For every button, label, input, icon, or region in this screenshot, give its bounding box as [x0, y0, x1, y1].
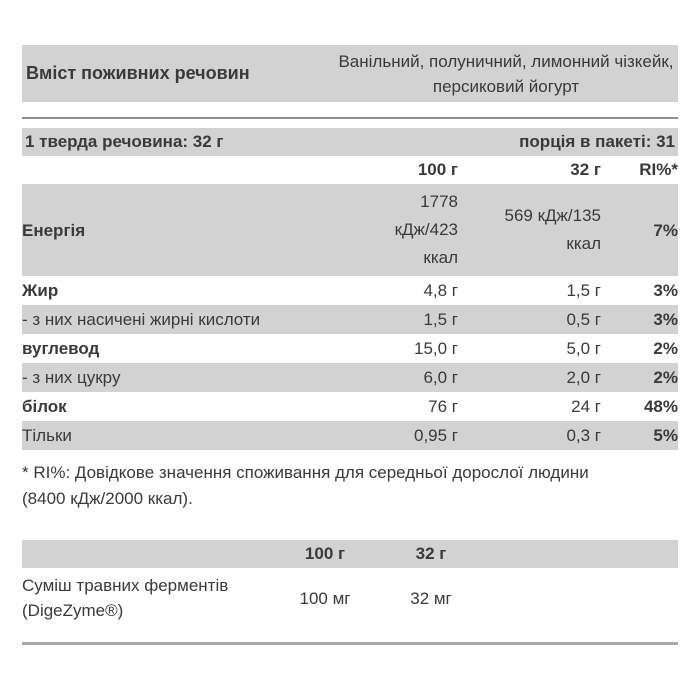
flavors-list: Ванільний, полуничний, лимонний чізкейк, персиковий йогурт [338, 51, 674, 96]
section-title: Вміст поживних речовин [26, 63, 250, 83]
servings-per-pack-label: порція в пакеті: 31 [519, 132, 675, 151]
value-ri: 2% [653, 368, 678, 387]
enzymes-table [22, 540, 678, 628]
serving-band [22, 128, 678, 156]
nutrient-label: Тільки [22, 426, 72, 445]
col-header-32g: 32 г [570, 160, 601, 179]
value-32g: 24 г [571, 397, 601, 416]
table-row-saturated-fat [22, 305, 678, 334]
column-header-row [22, 156, 678, 184]
table-row-fat [22, 276, 678, 305]
col-header-100g: 100 г [417, 160, 458, 179]
value-100g: 4,8 г [423, 281, 458, 300]
enz-col-header-32g: 32 г [415, 544, 447, 563]
value-ri: 3% [653, 310, 678, 329]
value-ri: 5% [653, 426, 678, 445]
nutrient-label: Енергія [22, 220, 86, 240]
value-ri: 2% [653, 339, 678, 358]
value-100g: 0,95 г [413, 426, 458, 445]
value-100g: 6,0 г [423, 368, 458, 387]
table-row-carbohydrate [22, 334, 678, 363]
value-100g: 15,0 г [413, 339, 458, 358]
value-ri: 7% [653, 220, 678, 240]
divider-line-bottom [22, 642, 678, 645]
value-32g: 1,5 г [566, 281, 601, 300]
divider-line-top [22, 117, 678, 119]
value-32g: 569 кДж/135 ккал [504, 206, 601, 253]
header-band [22, 45, 678, 102]
ri-footnote: * RI%: Довідкове значення споживання для середньої дорослої людини (8400 кДж/2000 ккал). [22, 463, 589, 508]
enzyme-value-32g: 32 мг [410, 588, 452, 608]
nutrition-table [22, 156, 678, 450]
value-100g: 1778 кДж/423 ккал [394, 192, 458, 267]
table-row-enzyme-blend [22, 568, 678, 628]
nutrient-label: - з них насичені жирні кислоти [22, 310, 261, 329]
value-32g: 0,3 г [566, 426, 601, 445]
table-row-protein [22, 392, 678, 421]
enzyme-label: Суміш травних ферментів (DigeZyme®) [22, 576, 229, 620]
enz-col-header-empty [22, 540, 250, 568]
table-row-salt [22, 421, 678, 450]
value-32g: 5,0 г [566, 339, 601, 358]
serving-size-label: 1 тверда речовина: 32 г [25, 132, 224, 151]
enz-col-header-fill [462, 540, 678, 568]
enzymes-header-row [22, 540, 678, 568]
enz-col-header-100g: 100 г [304, 544, 346, 563]
nutrient-label: - з них цукру [22, 368, 121, 387]
value-ri: 48% [643, 397, 678, 416]
enzyme-value-100g: 100 мг [299, 588, 351, 608]
table-row-energy [22, 184, 678, 276]
value-100g: 1,5 г [423, 310, 458, 329]
nutrient-label: Жир [22, 281, 59, 300]
col-header-empty [22, 156, 358, 184]
value-32g: 2,0 г [566, 368, 601, 387]
nutrient-label: білок [22, 397, 67, 416]
col-header-ri: RI%* [639, 160, 678, 179]
nutrient-label: вуглевод [22, 339, 100, 358]
value-ri: 3% [653, 281, 678, 300]
value-100g: 76 г [428, 397, 458, 416]
value-32g: 0,5 г [566, 310, 601, 329]
table-row-sugars [22, 363, 678, 392]
